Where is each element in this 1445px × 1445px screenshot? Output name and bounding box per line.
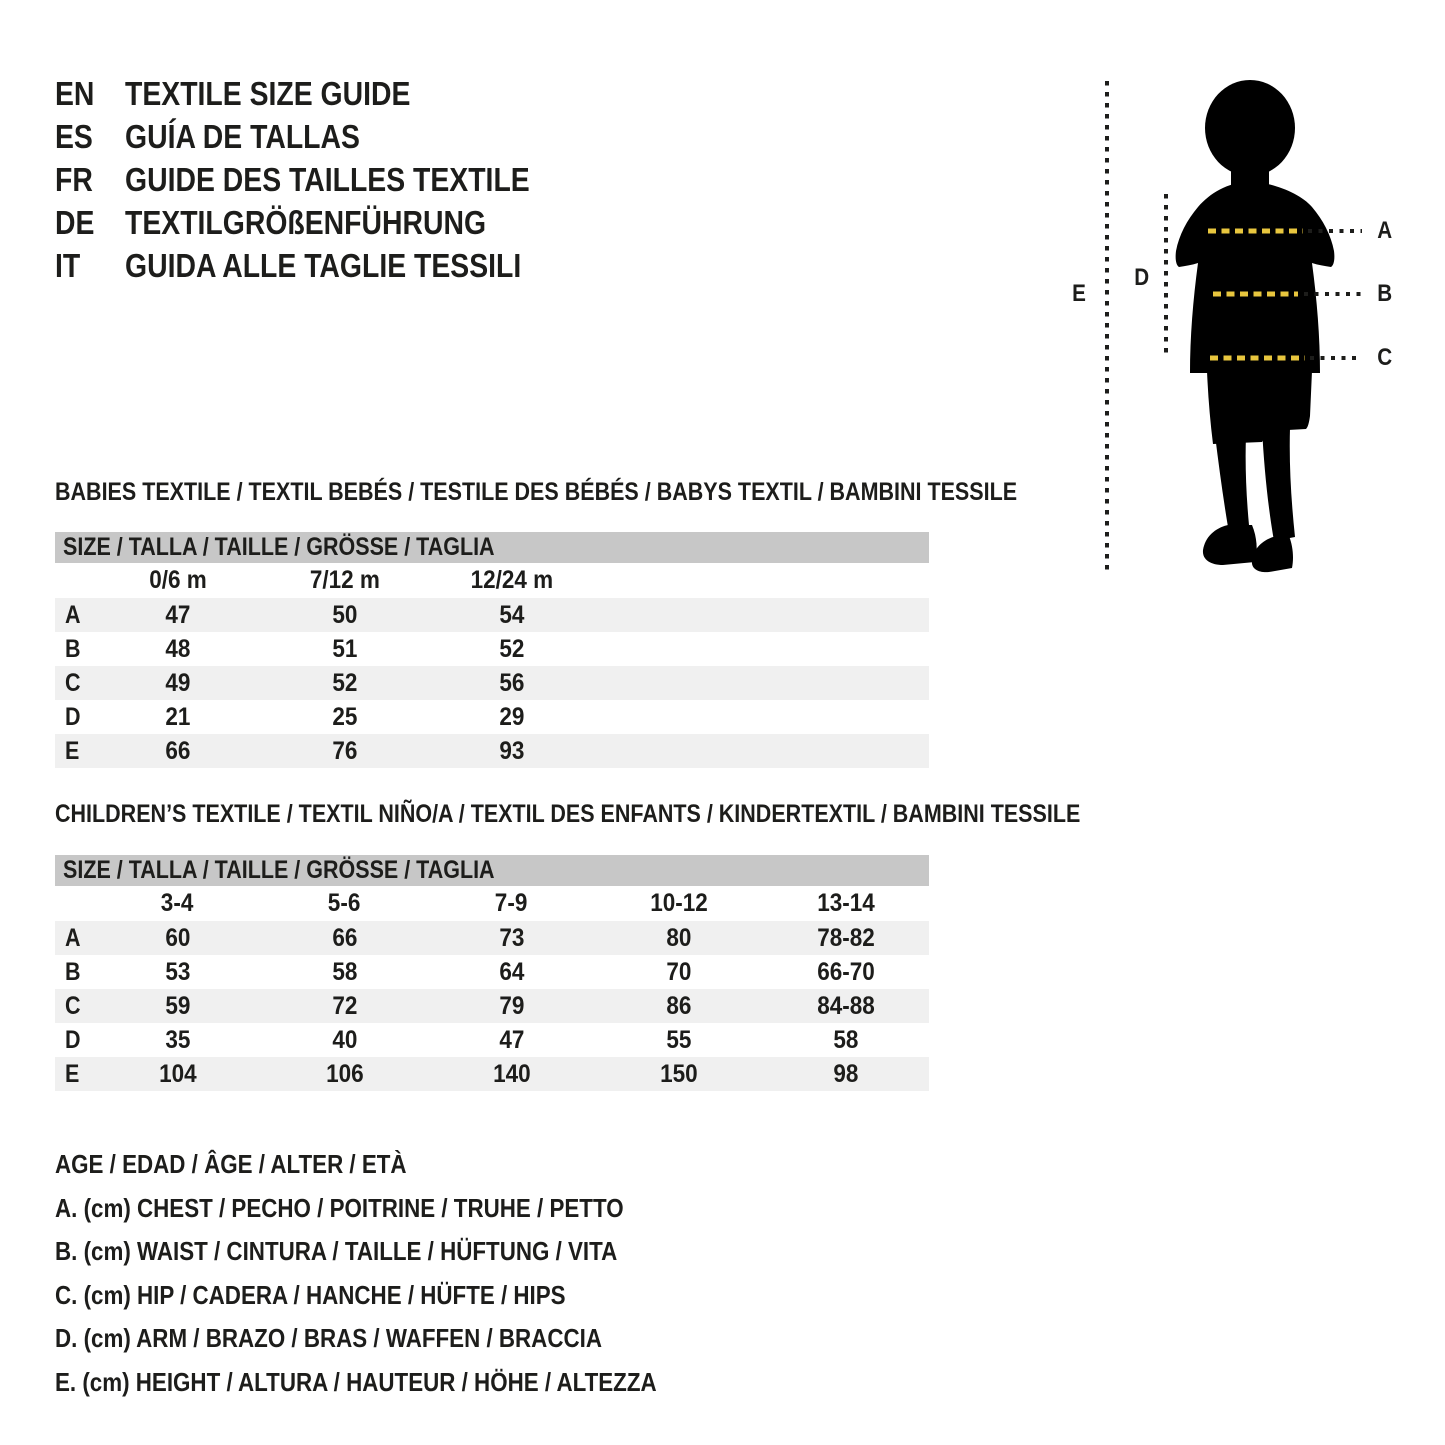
figure-label-chest: A [1377, 217, 1393, 244]
table-cell: 76 [331, 736, 358, 765]
children-size-header-bar: SIZE / TALLA / TAILLE / GRÖSSE / TAGLIA [55, 855, 929, 886]
table-cell: 104 [158, 1059, 197, 1088]
table-cell: 54 [498, 600, 525, 629]
table-cell: 66 [164, 736, 191, 765]
table-row [55, 989, 929, 1023]
table-cell: 58 [331, 957, 358, 986]
column-header: 5-6 [328, 889, 361, 917]
silhouette-left-leg [1215, 435, 1249, 527]
language-title-list [55, 72, 596, 287]
silhouette-right-leg [1262, 428, 1295, 541]
table-cell: 25 [331, 702, 358, 731]
table-row [55, 1023, 929, 1057]
table-row [55, 921, 929, 955]
legend-arm: D. (cm) ARM / BRAZO / BRAS / WAFFEN / BRACCIA [55, 1323, 602, 1354]
table-row [55, 1057, 929, 1091]
table-row [55, 734, 929, 768]
row-label: C [65, 668, 81, 697]
children-column-headers [55, 886, 929, 921]
column-header: 0/6 m [148, 566, 207, 594]
measurement-legend [55, 1143, 755, 1404]
lang-code: ES [55, 117, 93, 155]
guide-title-de: TEXTILGRÖßENFÜHRUNG [125, 203, 487, 241]
row-label: B [65, 957, 81, 986]
table-cell: 55 [665, 1025, 692, 1054]
legend-hip: C. (cm) HIP / CADERA / HANCHE / HÜFTE / HIPS [55, 1279, 566, 1310]
row-label: D [65, 702, 81, 731]
silhouette-shorts [1207, 371, 1312, 444]
table-cell: 48 [164, 634, 191, 663]
row-label: B [65, 634, 81, 663]
table-cell: 66 [331, 923, 358, 952]
table-cell: 40 [331, 1025, 358, 1054]
row-label: E [65, 736, 80, 765]
guide-title-en: TEXTILE SIZE GUIDE [125, 74, 411, 112]
babies-column-headers [55, 563, 929, 598]
table-cell: 29 [498, 702, 525, 731]
row-label: A [65, 600, 81, 629]
table-cell: 73 [498, 923, 525, 952]
column-header: 10-12 [649, 889, 708, 917]
column-header: 12/24 m [470, 566, 553, 594]
child-silhouette [1176, 80, 1335, 572]
table-cell: 66-70 [816, 957, 875, 986]
figure-label-waist: B [1377, 280, 1393, 307]
table-cell: 47 [498, 1025, 525, 1054]
table-cell: 53 [164, 957, 191, 986]
row-label: C [65, 991, 81, 1020]
table-cell: 150 [659, 1059, 698, 1088]
column-header: 3-4 [161, 889, 194, 917]
table-cell: 106 [325, 1059, 364, 1088]
table-cell: 80 [665, 923, 692, 952]
lang-row-it [55, 244, 596, 287]
lang-row-de [55, 201, 596, 244]
child-silhouette-diagram [1060, 70, 1400, 585]
guide-title-es: GUÍA DE TALLAS [125, 117, 360, 155]
lang-code: FR [55, 160, 93, 198]
table-cell: 84-88 [816, 991, 875, 1020]
table-cell: 50 [331, 600, 358, 629]
table-cell: 140 [492, 1059, 531, 1088]
table-row [55, 666, 929, 700]
legend-height: E. (cm) HEIGHT / ALTURA / HAUTEUR / HÖHE / ALTEZZA [55, 1366, 657, 1397]
row-label: E [65, 1059, 80, 1088]
column-header: 7-9 [495, 889, 528, 917]
table-cell: 93 [498, 736, 525, 765]
lang-row-en [55, 72, 596, 115]
table-cell: 52 [331, 668, 358, 697]
babies-size-header-bar: SIZE / TALLA / TAILLE / GRÖSSE / TAGLIA [55, 532, 929, 563]
silhouette-left-shoe [1203, 525, 1257, 565]
legend-waist: B. (cm) WAIST / CINTURA / TAILLE / HÜFTUNG / VITA [55, 1236, 618, 1267]
lang-code: EN [55, 74, 95, 112]
table-row [55, 955, 929, 989]
figure-label-hip: C [1377, 344, 1393, 371]
lang-code: DE [55, 203, 95, 241]
table-cell: 70 [665, 957, 692, 986]
legend-chest: A. (cm) CHEST / PECHO / POITRINE / TRUHE / PETTO [55, 1192, 624, 1223]
table-cell: 58 [832, 1025, 859, 1054]
table-cell: 78-82 [816, 923, 875, 952]
silhouette-tshirt [1176, 181, 1335, 373]
table-cell: 60 [164, 923, 191, 952]
table-cell: 56 [498, 668, 525, 697]
table-row [55, 700, 929, 734]
lang-row-es [55, 115, 596, 158]
lang-row-fr [55, 158, 596, 201]
row-label: A [65, 923, 81, 952]
column-header: 13-14 [816, 889, 875, 917]
table-cell: 49 [164, 668, 191, 697]
table-row [55, 598, 929, 632]
guide-title-fr: GUIDE DES TAILLES TEXTILE [125, 160, 530, 198]
column-header: 7/12 m [309, 566, 380, 594]
figure-label-height: E [1072, 280, 1086, 307]
table-cell: 59 [164, 991, 191, 1020]
figure-label-arm: D [1134, 264, 1150, 291]
table-cell: 98 [832, 1059, 859, 1088]
table-row [55, 632, 929, 666]
table-cell: 86 [665, 991, 692, 1020]
legend-age: AGE / EDAD / ÂGE / ALTER / ETÀ [55, 1149, 407, 1180]
table-cell: 72 [331, 991, 358, 1020]
children-section-title: CHILDREN’S TEXTILE / TEXTIL NIÑO/A / TEXTIL DES ENFANTS / KINDERTEXTIL / BAMBINI TESSILE [55, 799, 1081, 828]
table-cell: 64 [498, 957, 525, 986]
guide-title-it: GUIDA ALLE TAGLIE TESSILI [125, 246, 522, 284]
table-cell: 35 [164, 1025, 191, 1054]
table-cell: 79 [498, 991, 525, 1020]
table-cell: 21 [164, 702, 191, 731]
table-cell: 47 [164, 600, 191, 629]
babies-size-table [55, 532, 929, 768]
row-label: D [65, 1025, 81, 1054]
table-cell: 51 [331, 634, 358, 663]
lang-code: IT [55, 246, 81, 284]
silhouette-right-shoe [1252, 536, 1293, 572]
children-size-table [55, 855, 929, 1091]
table-cell: 52 [498, 634, 525, 663]
babies-section-title: BABIES TEXTILE / TEXTIL BEBÉS / TESTILE DES BÉBÉS / BABYS TEXTIL / BAMBINI TESSILE [55, 477, 1018, 506]
